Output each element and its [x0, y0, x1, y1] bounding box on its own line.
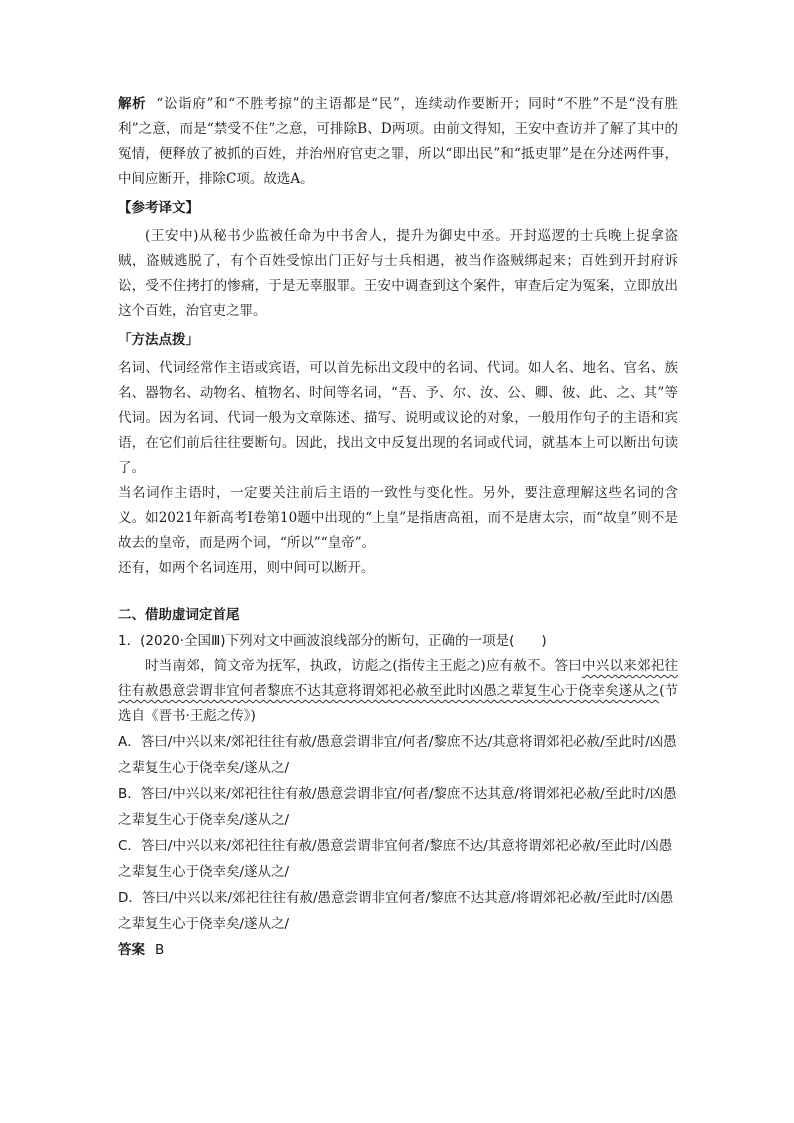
passage-lead: 时当南郊，简文帝为抚军，执政，访彪之(指传主王彪之)应有赦不。答曰 [145, 658, 583, 674]
method-paragraph-3: 还有，如两个名词连用，则中间可以断开。 [118, 560, 375, 576]
document-page [118, 92, 678, 963]
method-paragraph-2: 当名词作主语时，一定要关注前后主语的一致性与变化性。另外，要注意理解这些名词的含义。如2021年新高考Ⅰ卷第10题中出现的“上皇”是指唐高祖，而不是唐太宗，而“故皇”则不是故去的皇帝，而是两个词，“所以”“皇帝”。 [118, 485, 678, 551]
answer-value: B [155, 942, 165, 958]
analysis-paragraph [118, 92, 678, 192]
option-b: B．答曰/中兴以来/郊祀往往有赦/愚意尝谓非宜/何者/黎庶不达其意/将谓郊祀必赦/至此时/凶愚之辈复生心于侥幸矣/遂从之/ [118, 786, 677, 828]
question-passage [118, 654, 678, 729]
question-stem: 1．(2020·全国Ⅲ)下列对文中画波浪线部分的断句，正确的一项是( ) [118, 633, 547, 649]
option-c: C．答曰/中兴以来/郊祀往往有赦/愚意尝谓非宜何者/黎庶不达/其意将谓郊祀必赦/至此时/凶愚之辈复生心于侥幸矣/遂从之/ [118, 838, 673, 880]
translation-text: (王安中)从秘书少监被任命为中书舍人，提升为御史中丞。开封巡逻的士兵晚上捉拿盗贼，盗贼逃脱了，有个百姓受惊出门正好与士兵相遇，被当作盗贼绑起来；百姓到开封府诉讼，受不住拷打的惨痛，于是无辜服罪。王安中调查到这个案件，审查后定为冤案，立即放出这个百姓，治官吏之罪。 [118, 228, 678, 319]
option-d: D．答曰/中兴以来/郊祀往往有赦/愚意尝谓非宜何者/黎庶不达其意/将谓郊祀必赦/至此时/凶愚之辈复生心于侥幸矣/遂从之/ [118, 890, 674, 932]
method-paragraph-1: 名词、代词经常作主语或宾语，可以首先标出文段中的名词、代词。如人名、地名、官名、族名、器物名、动物名、植物名、时间等名词，“吾、予、尔、汝、公、卿、彼、此、之、其”等代词。因为名词、代词一般为文章陈述、描写、说明或议论的对象，一般用作句子的主语和宾语，在它们前后往往要断句。因此，找出文中反复出现的名词或代词，就基本上可以断出句读了。 [118, 360, 678, 476]
section-spacer [118, 581, 678, 603]
passage-source: (节选自《晋书·王彪之传》) [118, 683, 678, 724]
section-2-title: 二、借助虚词定首尾 [118, 607, 240, 623]
analysis-text: “讼诣府”和“不胜考掠”的主语都是“民”，连续动作要断开；同时“不胜”不是“没有胜利”之意，而是“禁受不住”之意，可排除B、D两项。由前文得知，王安中查访并了解了其中的冤情，便释放了被抓的百姓，并治州府官吏之罪，所以“即出民”和“抵吏罪”是在分述两件事，中间应断开，排除C项。故选A。 [118, 96, 678, 187]
method-title: 「方法点拨」 [118, 332, 199, 348]
translation-title: 【参考译文】 [118, 200, 199, 216]
option-a: A．答曰/中兴以来/郊祀往往有赦/愚意尝谓非宜/何者/黎庶不达/其意将谓郊祀必赦/至此时/凶愚之辈复生心于侥幸矣/遂从之/ [118, 734, 677, 776]
analysis-label: 解析 [118, 96, 147, 112]
answer-line [118, 937, 678, 963]
passage-wavy-underlined: 中兴以来郊祀往往有赦愚意尝谓非宜何者黎庶不达其意将谓郊祀必赦至此时凶愚之辈复生心于侥幸矣遂从之 [118, 658, 679, 699]
answer-label: 答案 [118, 942, 145, 958]
